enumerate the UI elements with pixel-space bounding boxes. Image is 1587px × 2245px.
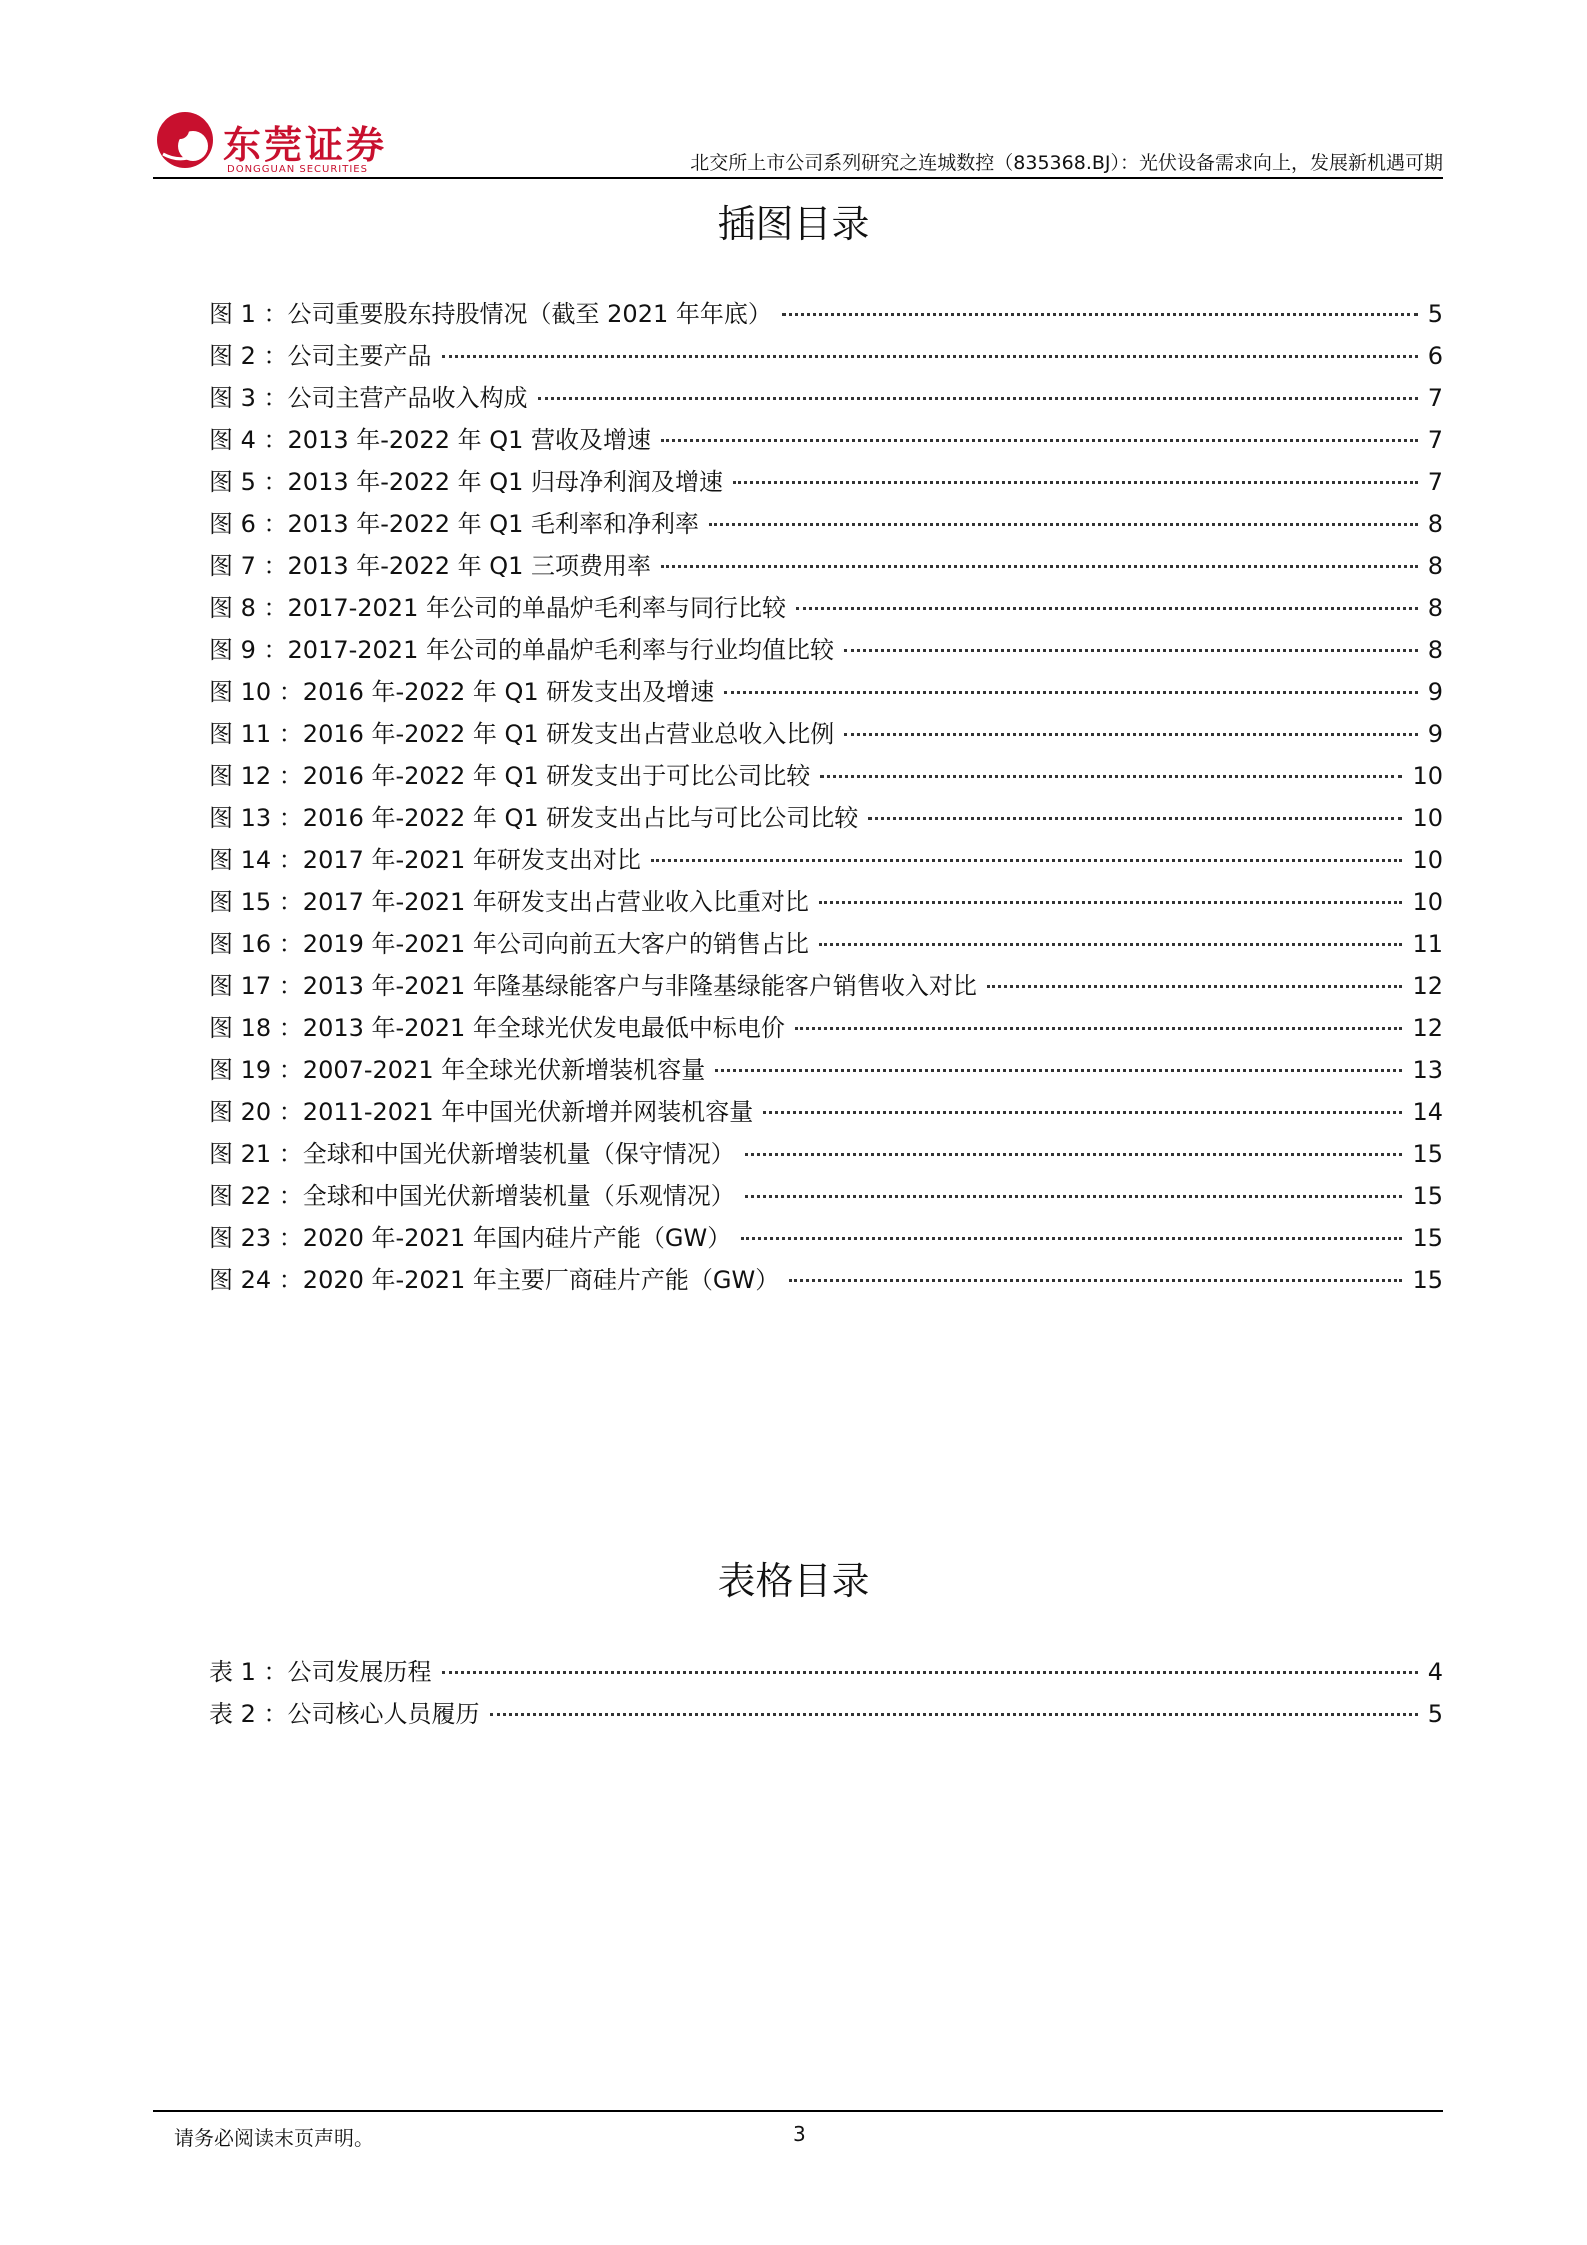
toc-leader-dots [724,691,1417,694]
figure-toc-entry[interactable] [209,1176,1443,1218]
toc-leader-dots [819,943,1403,946]
figure-entry-page: 8 [1427,552,1443,580]
figure-entry-label: 图 6 ： [209,510,288,538]
figure-toc-entry[interactable] [209,1092,1443,1134]
figure-entry-label: 图 17 ： [209,972,303,1000]
table-entry-title: 公司核心人员履历 [287,1700,480,1728]
figure-toc-entry[interactable] [209,630,1443,672]
figure-entry-page: 8 [1427,594,1443,622]
figure-entry-page: 8 [1427,510,1443,538]
figures-toc-list [209,294,1443,1302]
figure-entry-label: 图 18 ： [209,1014,303,1042]
figure-entry-title: 2013 年-2022 年 Q1 毛利率和净利率 [287,510,700,538]
toc-leader-dots [709,523,1418,526]
figure-entry-page: 10 [1412,846,1443,874]
figure-toc-entry[interactable] [209,966,1443,1008]
figure-entry-label: 图 16 ： [209,930,303,958]
toc-leader-dots [745,1153,1403,1156]
table-toc-entry[interactable] [209,1652,1443,1694]
figures-toc-title: 插图目录 [717,202,870,246]
toc-leader-dots [795,1027,1403,1030]
figure-entry-page: 11 [1412,930,1443,958]
figure-entry-page: 5 [1427,300,1443,328]
footer-divider [153,2110,1443,2112]
figure-toc-entry[interactable] [209,1134,1443,1176]
footer-disclaimer: 请务必阅读末页声明。 [174,2126,374,2150]
toc-leader-dots [490,1713,1418,1716]
toc-leader-dots [820,775,1402,778]
figure-entry-label: 图 21 ： [209,1140,303,1168]
figure-entry-label: 图 3 ： [209,384,288,412]
figure-entry-title: 公司重要股东持股情况（截至 2021 年年底） [287,300,772,328]
figure-toc-entry[interactable] [209,840,1443,882]
figure-toc-entry[interactable] [209,798,1443,840]
figure-toc-entry[interactable] [209,378,1443,420]
toc-leader-dots [733,481,1418,484]
figure-entry-label: 图 1 ： [209,300,288,328]
figure-entry-page: 8 [1427,636,1443,664]
figure-toc-entry[interactable] [209,546,1443,588]
figure-entry-title: 2017-2021 年公司的单晶炉毛利率与行业均值比较 [287,636,834,664]
figure-entry-title: 全球和中国光伏新增装机量（保守情况） [302,1140,735,1168]
figure-toc-entry[interactable] [209,462,1443,504]
figure-entry-title: 2013 年-2022 年 Q1 营收及增速 [287,426,652,454]
figure-entry-page: 10 [1412,888,1443,916]
figure-toc-entry[interactable] [209,1260,1443,1302]
figure-toc-entry[interactable] [209,336,1443,378]
figure-entry-label: 图 13 ： [209,804,303,832]
figure-toc-entry[interactable] [209,504,1443,546]
table-entry-page: 5 [1427,1700,1443,1728]
figure-entry-label: 图 8 ： [209,594,288,622]
figure-entry-title: 2016 年-2022 年 Q1 研发支出占比与可比公司比较 [302,804,859,832]
table-entry-label: 表 2 ： [209,1700,288,1728]
logo-emblem-icon [153,108,217,172]
toc-leader-dots [715,1069,1402,1072]
figure-entry-label: 图 10 ： [209,678,303,706]
toc-leader-dots [651,859,1403,862]
figure-entry-page: 12 [1412,972,1443,1000]
figure-entry-title: 全球和中国光伏新增装机量（乐观情况） [302,1182,735,1210]
figure-toc-entry[interactable] [209,1008,1443,1050]
figure-toc-entry[interactable] [209,1218,1443,1260]
toc-leader-dots [741,1237,1402,1240]
figure-entry-page: 15 [1412,1266,1443,1294]
figure-entry-title: 2007-2021 年全球光伏新增装机容量 [302,1056,706,1084]
figure-toc-entry[interactable] [209,756,1443,798]
figure-entry-page: 15 [1412,1140,1443,1168]
tables-toc-title: 表格目录 [717,1559,870,1603]
toc-leader-dots [763,1111,1402,1114]
figure-entry-page: 12 [1412,1014,1443,1042]
figure-entry-title: 2020 年-2021 年主要厂商硅片产能（GW） [302,1266,780,1294]
figure-entry-page: 15 [1412,1182,1443,1210]
figure-entry-title: 2011-2021 年中国光伏新增并网装机容量 [302,1098,754,1126]
figure-entry-label: 图 7 ： [209,552,288,580]
figure-entry-label: 图 9 ： [209,636,288,664]
figure-toc-entry[interactable] [209,588,1443,630]
page-header [153,96,1443,182]
logo-text-cn: 东莞证券 [223,122,388,167]
figure-toc-entry[interactable] [209,420,1443,462]
figure-entry-page: 9 [1427,720,1443,748]
company-logo [153,108,393,178]
toc-leader-dots [661,565,1418,568]
figure-entry-title: 2017 年-2021 年研发支出对比 [302,846,641,874]
figure-entry-title: 2016 年-2022 年 Q1 研发支出于可比公司比较 [302,762,811,790]
figure-entry-label: 图 20 ： [209,1098,303,1126]
figure-entry-label: 图 5 ： [209,468,288,496]
figure-entry-page: 10 [1412,762,1443,790]
toc-leader-dots [442,355,1418,358]
figure-entry-title: 2019 年-2021 年公司向前五大客户的销售占比 [302,930,809,958]
figure-entry-title: 2013 年-2022 年 Q1 归母净利润及增速 [287,468,724,496]
toc-leader-dots [987,985,1403,988]
figure-entry-label: 图 4 ： [209,426,288,454]
toc-leader-dots [745,1195,1403,1198]
figure-entry-page: 13 [1412,1056,1443,1084]
table-entry-label: 表 1 ： [209,1658,288,1686]
table-toc-entry[interactable] [209,1694,1443,1736]
figure-entry-page: 7 [1427,426,1443,454]
figure-entry-label: 图 11 ： [209,720,303,748]
figure-entry-label: 图 14 ： [209,846,303,874]
toc-leader-dots [796,607,1418,610]
report-title: 北交所上市公司系列研究之连城数控（835368.BJ）：光伏设备需求向上，发展新机遇可期 [690,152,1443,174]
figure-toc-entry[interactable] [209,924,1443,966]
figure-entry-page: 15 [1412,1224,1443,1252]
toc-leader-dots [819,901,1403,904]
figure-entry-label: 图 19 ： [209,1056,303,1084]
figure-entry-label: 图 2 ： [209,342,288,370]
toc-leader-dots [789,1279,1402,1282]
logo-text-en: DONGGUAN SECURITIES [227,164,368,175]
table-entry-page: 4 [1427,1658,1443,1686]
figure-entry-title: 公司主营产品收入构成 [287,384,528,412]
figure-entry-page: 10 [1412,804,1443,832]
figure-entry-title: 2016 年-2022 年 Q1 研发支出占营业总收入比例 [302,720,835,748]
header-divider [153,177,1443,179]
figure-entry-label: 图 24 ： [209,1266,303,1294]
toc-leader-dots [661,439,1418,442]
figure-toc-entry[interactable] [209,294,1443,336]
figure-entry-title: 2017-2021 年公司的单晶炉毛利率与同行比较 [287,594,786,622]
toc-leader-dots [868,817,1402,820]
figure-entry-title: 2013 年-2021 年隆基绿能客户与非隆基绿能客户销售收入对比 [302,972,977,1000]
figure-toc-entry[interactable] [209,1050,1443,1092]
figure-entry-title: 2013 年-2022 年 Q1 三项费用率 [287,552,652,580]
figure-entry-title: 2016 年-2022 年 Q1 研发支出及增速 [302,678,715,706]
toc-leader-dots [844,649,1418,652]
toc-leader-dots [538,397,1418,400]
toc-leader-dots [782,313,1418,316]
figure-entry-page: 14 [1412,1098,1443,1126]
figure-toc-entry[interactable] [209,882,1443,924]
figure-entry-title: 2013 年-2021 年全球光伏发电最低中标电价 [302,1014,785,1042]
figure-entry-title: 2020 年-2021 年国内硅片产能（GW） [302,1224,732,1252]
figure-entry-page: 7 [1427,384,1443,412]
toc-leader-dots [844,733,1417,736]
figure-entry-page: 6 [1427,342,1443,370]
figure-entry-title: 公司主要产品 [287,342,432,370]
figure-entry-label: 图 12 ： [209,762,303,790]
tables-toc-list [209,1652,1443,1736]
figure-entry-label: 图 15 ： [209,888,303,916]
figure-entry-page: 7 [1427,468,1443,496]
figure-entry-page: 9 [1427,678,1443,706]
figure-toc-entry[interactable] [209,672,1443,714]
table-entry-title: 公司发展历程 [287,1658,432,1686]
figure-entry-title: 2017 年-2021 年研发支出占营业收入比重对比 [302,888,809,916]
page-number: 3 [793,2122,806,2146]
figure-toc-entry[interactable] [209,714,1443,756]
figure-entry-label: 图 22 ： [209,1182,303,1210]
figure-entry-label: 图 23 ： [209,1224,303,1252]
toc-leader-dots [442,1671,1418,1674]
